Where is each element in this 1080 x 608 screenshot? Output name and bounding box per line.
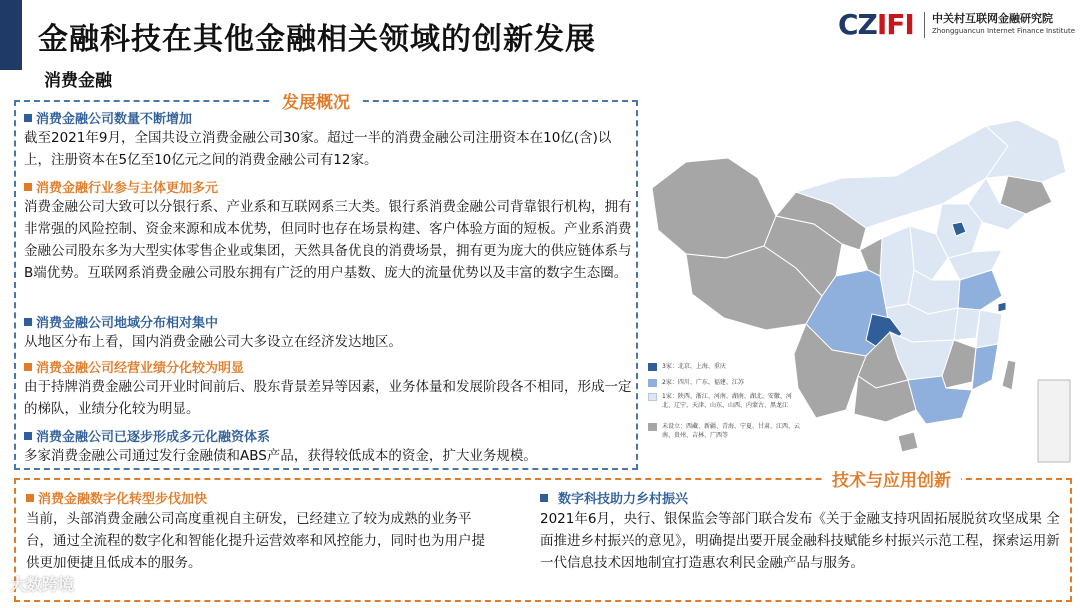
logo-divider <box>924 12 925 38</box>
logo-name-en: Zhongguancun Internet Finance Institute <box>932 27 1076 35</box>
legend-item <box>648 422 802 440</box>
section-heading <box>24 426 270 445</box>
square-bullet-icon <box>24 318 32 326</box>
legend-label: 1家：陕西、浙江、河南、湖南、湖北、安徽、河北、辽宁、天津、山东、山西、内蒙古、黑龙江 <box>662 393 792 409</box>
map-region-shanghai <box>998 302 1006 312</box>
section-heading-text: 消费金融公司数量不断增加 <box>36 112 193 127</box>
logo-mark-b: IFI <box>876 8 914 41</box>
watermark: 大数跨境 <box>10 575 75 594</box>
tech-right-text: 2021年6月，央行、银保监会等部门联合发布《关于金融支持巩固拓展脱贫攻坚成果 全面推进乡村振兴的意见》，明确提出要开展金融科技赋能乡村振兴示范工程，探索运用新一代信息技术因地制宜打造惠农利民金融产品与服务。 <box>540 511 1060 571</box>
tech-left-text: 当前，头部消费金融公司高度重视自主研发，已经建立了较为成熟的业务平台，通过全流程的数字化和智能化提升运营效率和风控能力，同时也为用户提供更加便捷且低成本的服务。 <box>26 511 485 571</box>
square-bullet-icon <box>24 183 32 191</box>
map-region-hainan <box>898 432 918 452</box>
map-region-taiwan <box>1002 360 1016 390</box>
section-text: 由于持牌消费金融公司开业时间前后、股东背景差异等因素，业务体量和发展阶段各不相同，形成一定的梯队，业绩分化较为明显。 <box>24 379 632 417</box>
legend-label: 2家：四川、广东、福建、江苏 <box>662 379 744 386</box>
legend-label: 未设立：西藏、新疆、青海、宁夏、甘肃、江西、云南、贵州、吉林、广西等 <box>662 423 801 439</box>
section-heading-text: 消费金融公司经营业绩分化较为明显 <box>36 361 245 376</box>
section-heading-text: 消费金融行业参与主体更加多元 <box>36 181 219 196</box>
legend-swatch <box>648 379 657 387</box>
square-bullet-icon <box>24 432 32 440</box>
section-heading <box>24 312 218 331</box>
section-text: 从地区分布上看，国内消费金融公司大多设立在经济发达地区。 <box>24 334 402 350</box>
square-bullet-icon <box>540 494 548 502</box>
tech-left-heading <box>26 488 207 507</box>
legend-item <box>648 392 802 410</box>
map-region-south-china-sea-inset <box>1038 380 1070 462</box>
section-heading <box>24 357 244 376</box>
tech-right-heading <box>540 488 688 507</box>
legend-swatch <box>648 363 657 371</box>
overview-title: 发展概况 <box>272 88 360 113</box>
section-heading-text: 消费金融公司已逐步形成多元化融资体系 <box>36 430 271 445</box>
overview-box <box>14 93 638 470</box>
map-region-xinjiang <box>652 158 776 258</box>
tech-title: 技术与应用创新 <box>822 466 961 491</box>
section-text: 多家消费金融公司通过发行金融债和ABS产品，获得较低成本的资金，扩大业务规模。 <box>24 448 537 464</box>
tech-innovation-box <box>14 471 1072 602</box>
section-heading-text: 消费金融公司地域分布相对集中 <box>36 316 219 331</box>
legend-label: 3家：北京、上海、重庆 <box>662 363 726 370</box>
section-heading <box>24 177 218 196</box>
section-text: 截至2021年9月，全国共设立消费金融公司30家。超过一半的消费金融公司注册资本在10亿(含)以上，注册资本在5亿至10亿元之间的消费金融公司有12家。 <box>24 130 612 168</box>
header-accent-bar <box>0 0 22 70</box>
map-region-shaanxi <box>880 226 914 308</box>
institute-logo <box>838 6 1074 42</box>
section-subtitle: 消费金融 <box>44 71 112 91</box>
page-title: 金融科技在其他金融相关领域的创新发展 <box>38 22 596 57</box>
legend-swatch <box>648 393 657 401</box>
map-region-zhejiang <box>976 310 1002 348</box>
map-region-fujian <box>972 344 998 390</box>
square-bullet-icon <box>24 363 32 371</box>
china-distribution-map <box>646 118 1076 472</box>
map-region-ningxia <box>860 238 882 276</box>
tech-right-heading-text: 数字科技助力乡村振兴 <box>558 492 689 507</box>
section-text: 消费金融公司大致可以分银行系、产业系和互联网系三大类。银行系消费金融公司背靠银行机构，拥有非常强的风险控制、资金来源和成本优势，但同时也存在场景构建、客户体验方面的短板。产业系消费金融公司股东多为大型实体零售企业或集团，天然具备优良的消费场景，拥有更为庞大的供应链体系与B端优势。互联网系消费金融公司股东拥有广泛的用户基数、庞大的流量优势以及丰富的数字生态圈。 <box>24 199 632 281</box>
square-bullet-icon <box>24 114 32 122</box>
tech-left-heading-text: 消费金融数字化转型步伐加快 <box>38 492 208 507</box>
logo-mark-a: CZ <box>838 8 877 41</box>
logo-mark <box>838 8 914 41</box>
section-heading <box>24 108 192 127</box>
legend-item <box>648 362 802 371</box>
legend-swatch <box>648 423 657 431</box>
legend-item <box>648 378 802 387</box>
square-bullet-icon <box>26 494 34 502</box>
logo-name-cn: 中关村互联网金融研究院 <box>932 12 1053 25</box>
